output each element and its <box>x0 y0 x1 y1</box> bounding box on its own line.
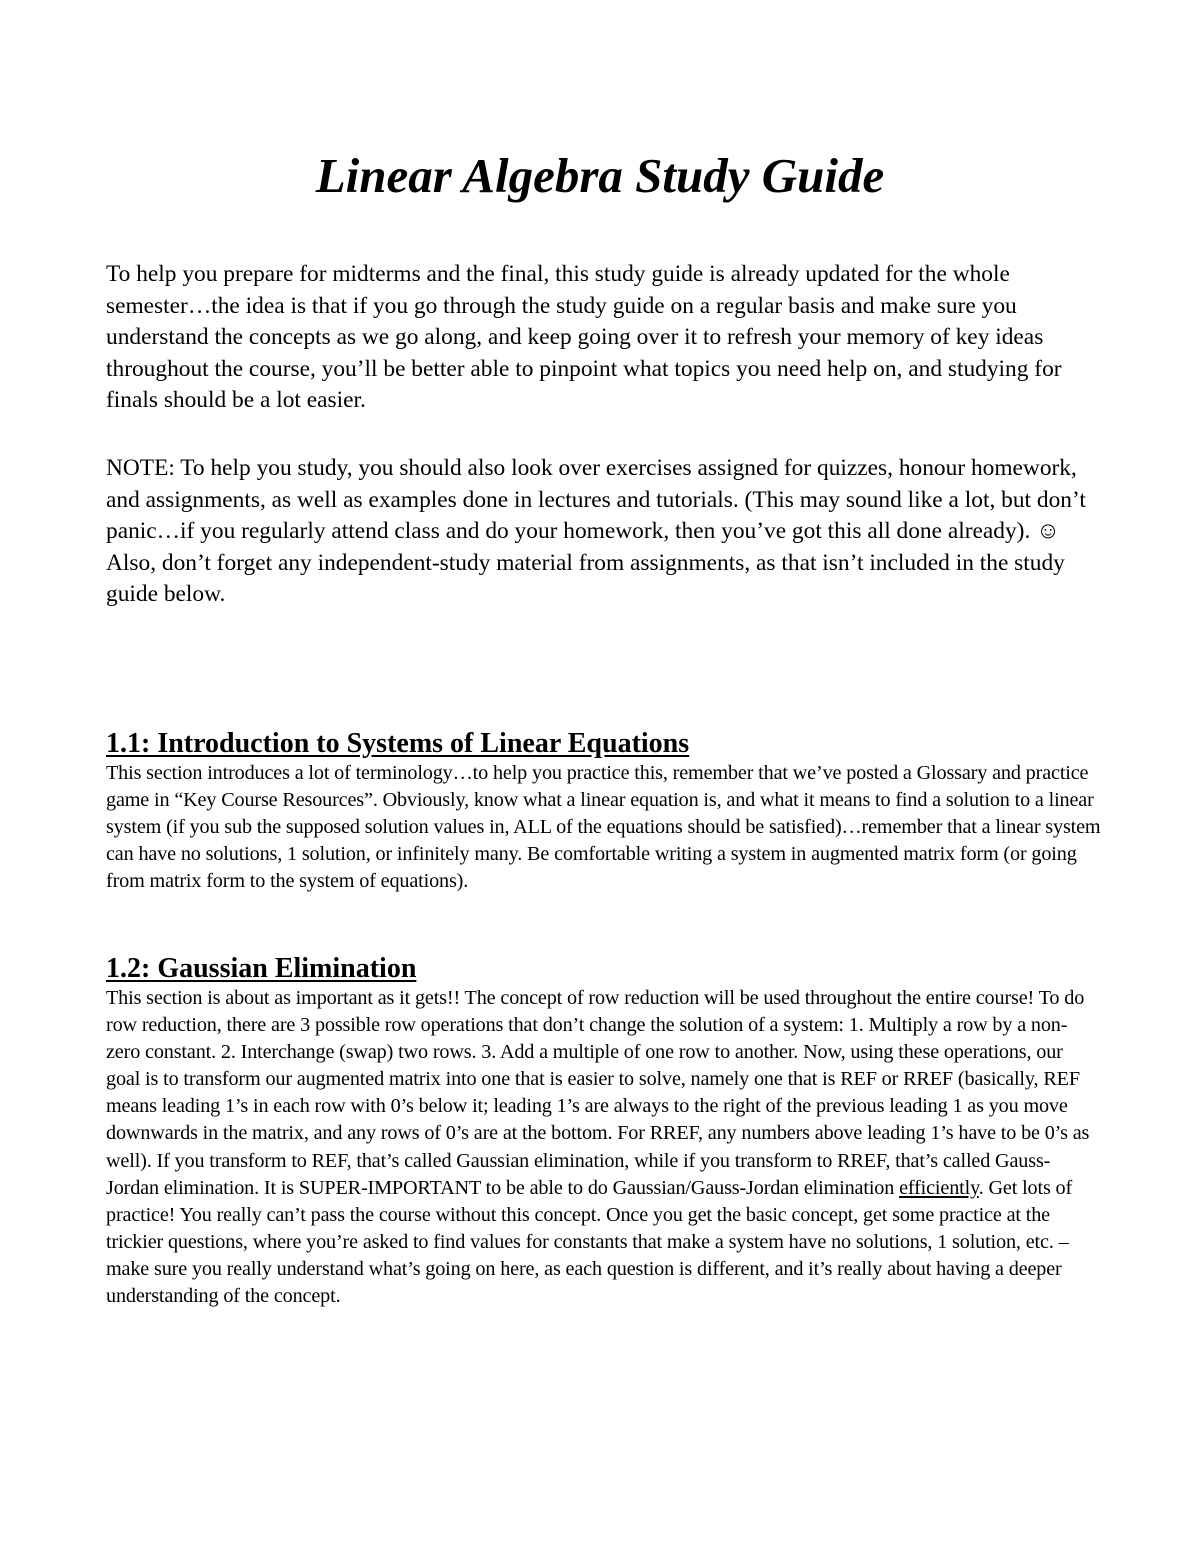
section-body-1-2-text-after: . Get lots of practice! You really can’t pass the course without this concept. Once you get the basic concept, get some practice at the trickier questions, where you’re asked to find values for constants that make a system have no solutions, 1 solution, etc. – make sure you really understand what’s going on here, as each question is different, and it’s really about having a deeper understanding of the concept. <box>106 1176 1073 1308</box>
note-paragraph: NOTE: To help you study, you should also look over exercises assigned for quizzes, honour homework, and assignments, as well as examples done in lectures and tutorials. (This may sound like a lot, but don’t panic…if you regularly attend class and do your homework, then you’ve got this all done already). ☺ Also, don’t forget any independent-study material from assignments, as that isn’t included in the study guide below. <box>106 455 1086 608</box>
section-body-1-2 <box>106 985 1101 1310</box>
document-title: Linear Algebra Study Guide <box>315 148 885 203</box>
intro-paragraph: To help you prepare for midterms and the final, this study guide is already updated for the whole semester…the idea is that if you go through the study guide on a regular basis and make sure you understand the concepts as we go along, and keep going over it to refresh your memory of key ideas throughout the course, you’ll be better able to pinpoint what topics you need help on, and studying for finals should be a lot easier. <box>106 261 1062 414</box>
section-heading-1-2: 1.2: Gaussian Elimination <box>106 953 417 984</box>
section-body-1-2-text-before: This section is about as important as it gets!! The concept of row reduction will be used throughout the entire course! To do row reduction, there are 3 possible row operations that don’t change the solution of a system: 1. Multiply a row by a non-zero constant. 2. Interchange (swap) two rows. 3. Add a multiple of one row to another. Now, using these operations, our goal is to transform our augmented matrix into one that is easier to solve, namely one that is REF or RREF (basically, REF means leading 1’s in each row with 0’s below it; leading 1’s are always to the right of the previous leading 1 as you move downwards in the matrix, and any rows of 0’s are at the bottom. For RREF, any numbers above leading 1’s have to be 0’s as well). If you transform to REF, that’s called Gaussian elimination, while if you transform to RREF, that’s called Gauss-Jordan elimination. It is SUPER-IMPORTANT to be able to do Gaussian/Gauss-Jordan elimination <box>106 987 1090 1199</box>
section-heading-1-1: 1.1: Introduction to Systems of Linear Equations <box>106 728 690 759</box>
emphasis-efficiently: efficiently <box>899 1176 979 1199</box>
section-body-1-1: This section introduces a lot of terminology…to help you practice this, remember that we’ve posted a Glossary and practice game in “Key Course Resources”. Obviously, know what a linear equation is, and what it means to find a solution to a linear system (if you sub the supposed solution values in, ALL of the equations should be satisfied)…remember that a linear system can have no solutions, 1 solution, or infinitely many. Be comfortable writing a system in augmented matrix form (or going from matrix form to the system of equations). <box>106 762 1101 893</box>
